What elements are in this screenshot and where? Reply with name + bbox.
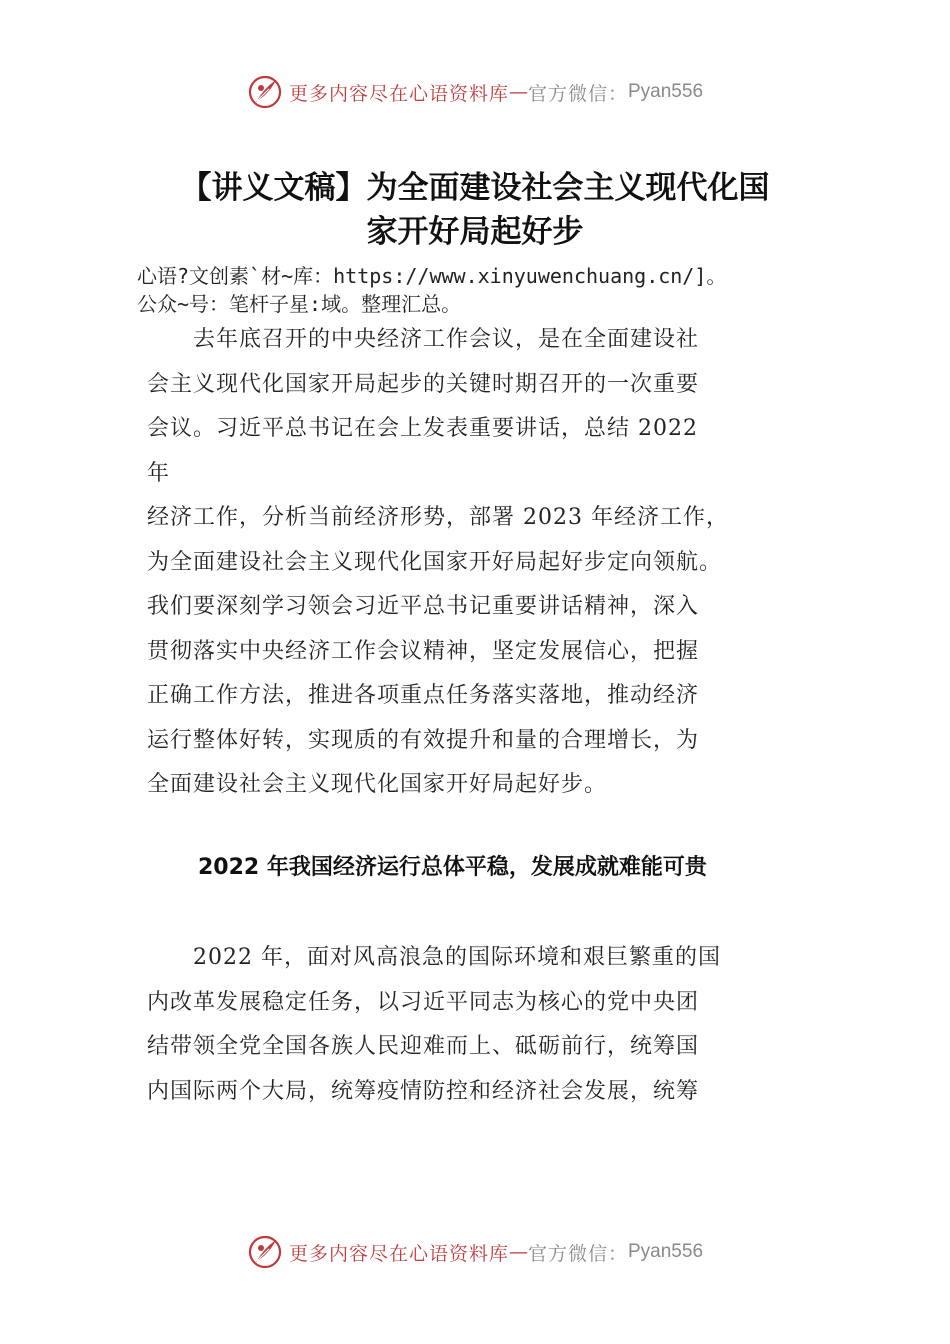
paragraph-line: 内国际两个大局，统筹疫情防控和经济社会发展，统筹: [147, 1078, 700, 1104]
paragraph-line: 去年底召开的中央经济工作会议，是在全面建设社: [147, 327, 700, 352]
header-banner: [0, 72, 950, 112]
banner-separator: —: [508, 81, 528, 103]
feather-logo-icon: [247, 74, 283, 110]
banner-wechat-label: 官方微信：: [527, 1242, 628, 1265]
paragraph-line: 结带领全党全国各族人民迎难而上、砥砺前行，统筹国: [147, 1034, 700, 1059]
paragraph-line: 全面建设社会主义现代化国家开好局起好步。: [147, 772, 608, 797]
paragraph-line: 经济工作，分析当前经济形势，部署 2023 年经济工作，: [147, 505, 729, 530]
banner-separator: —: [508, 1241, 528, 1263]
banner-wechat-id: Pyan556: [628, 1241, 704, 1262]
paragraph-1: [147, 318, 812, 808]
source-line-1: 心语?文创素`材~库：https://www.xinyuwenchuang.cn/]。: [137, 264, 727, 288]
document-title: [60, 166, 890, 254]
paragraph-line: 我们要深刻学习领会习近平总书记重要讲话精神，深入: [147, 594, 700, 619]
paragraph-line: 会主义现代化国家开局起步的关键时期召开的一次重要: [147, 371, 700, 397]
banner-text: 更多内容尽在心语资料库: [288, 1242, 509, 1265]
source-note: [137, 262, 937, 318]
paragraph-line: 为全面建设社会主义现代化国家开好局起好步定向领航。: [147, 549, 723, 575]
banner-wechat-label: 官方微信：: [527, 82, 628, 105]
feather-logo-icon: [247, 1234, 283, 1270]
paragraph-line: 贯彻落实中央经济工作会议精神，坚定发展信心，把握: [147, 638, 700, 664]
paragraph-2: [147, 936, 812, 1114]
paragraph-line: 会议。习近平总书记在会上发表重要讲话，总结 2022: [147, 416, 698, 441]
section-heading: 2022 年我国经济运行总体平稳，发展成就难能可贵: [198, 855, 707, 880]
source-line-2: 公众~号：笔杆子星:域。整理汇总。: [137, 292, 462, 316]
paragraph-line: 正确工作方法，推进各项重点任务落实落地，推动经济: [147, 683, 700, 708]
title-line-1: 【讲义文稿】为全面建设社会主义现代化国: [180, 170, 770, 206]
banner-text: 更多内容尽在心语资料库: [288, 82, 509, 105]
paragraph-line: 内改革发展稳定任务，以习近平同志为核心的党中央团: [147, 989, 700, 1015]
paragraph-line: 运行整体好转，实现质的有效提升和量的合理增长，为: [147, 727, 700, 753]
paragraph-line: 年: [147, 460, 171, 486]
footer-banner: [0, 1232, 950, 1272]
banner-wechat-id: Pyan556: [628, 81, 704, 102]
title-line-2: 家开好局起好步: [366, 214, 584, 250]
paragraph-line: 2022 年，面对风高浪急的国际环境和艰巨繁重的国: [147, 945, 721, 970]
